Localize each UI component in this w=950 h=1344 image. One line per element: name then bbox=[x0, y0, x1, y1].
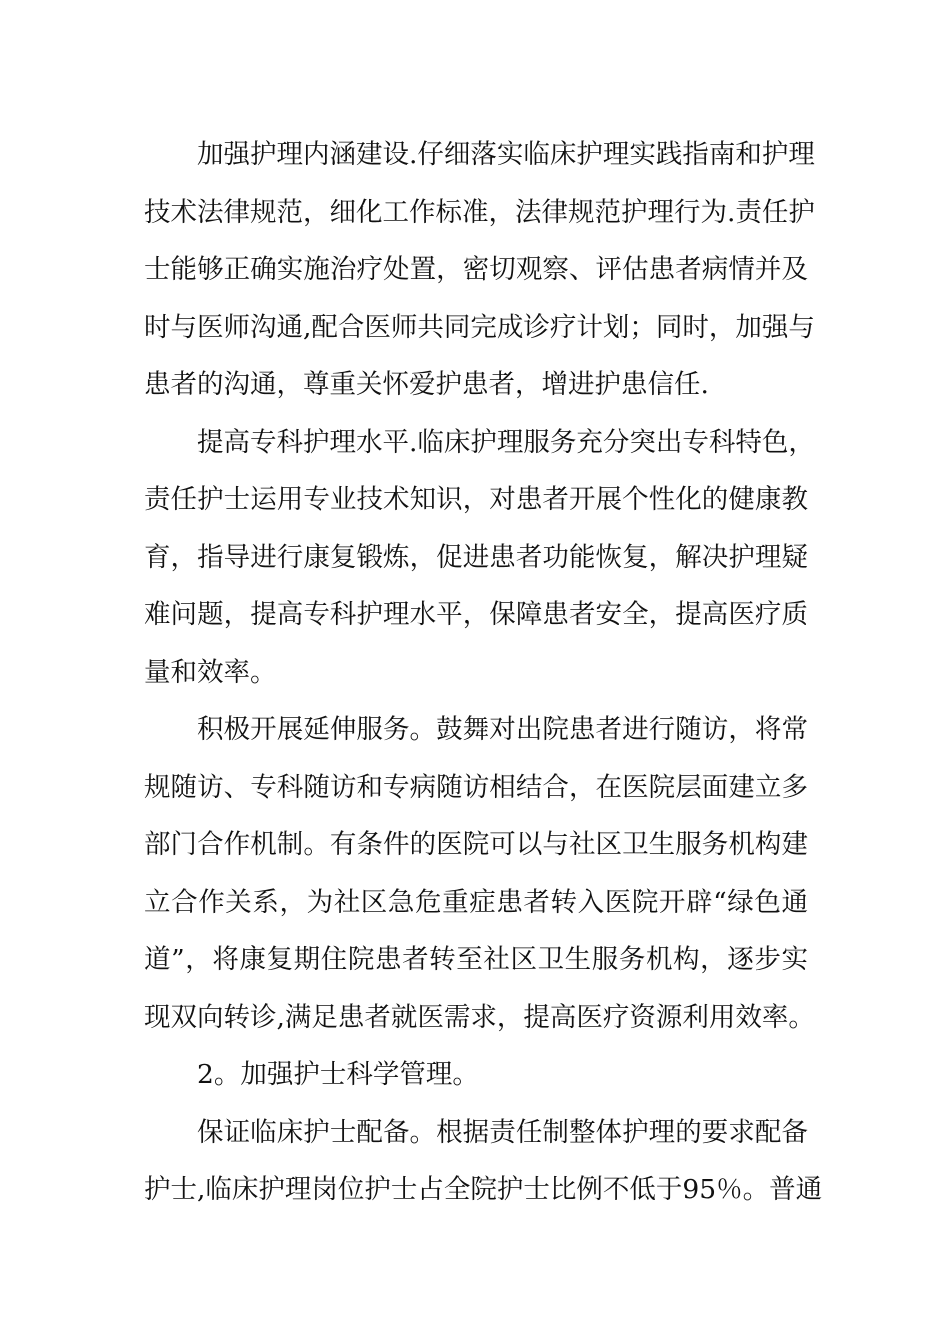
text-line: 2。加强护士科学管理。 bbox=[197, 1059, 479, 1090]
text-line: 患者的沟通，尊重关怀爱护患者，增进护患信任. bbox=[144, 369, 709, 400]
text-line: 育，指导进行康复锻炼，促进患者功能恢复，解决护理疑 bbox=[144, 541, 808, 573]
document-body bbox=[144, 126, 823, 1219]
text-line: 士能够正确实施治疗处置，密切观察、评估患者病情并及 bbox=[144, 254, 808, 285]
text-line: 提高专科护理水平.临床护理服务充分突出专科特色， bbox=[197, 426, 815, 458]
text-line: 时与医师沟通,配合医师共同完成诊疗计划；同时，加强与 bbox=[144, 311, 815, 343]
text-line: 技术法律规范，细化工作标准，法律规范护理行为.责任护 bbox=[144, 196, 815, 228]
text-line: 规随访、专科随访和专病随访相结合，在医院层面建立多 bbox=[144, 771, 808, 803]
text-line: 护士,临床护理岗位护士占全院护士比例不低于95％。普通 bbox=[144, 1174, 823, 1205]
text-line: 保证临床护士配备。根据责任制整体护理的要求配备 bbox=[197, 1116, 808, 1148]
text-line: 责任护士运用专业技术知识，对患者开展个性化的健康教 bbox=[144, 484, 808, 515]
text-line: 量和效率。 bbox=[144, 656, 277, 688]
text-line: 部门合作机制。有条件的医院可以与社区卫生服务机构建 bbox=[144, 829, 808, 860]
text-line: 现双向转诊,满足患者就医需求，提高医疗资源利用效率。 bbox=[144, 1001, 815, 1033]
text-line: 难问题，提高专科护理水平，保障患者安全，提高医疗质 bbox=[144, 599, 808, 630]
text-line: 立合作关系，为社区急危重症患者转入医院开辟“绿色通 bbox=[144, 886, 808, 918]
text-line: 道”，将康复期住院患者转至社区卫生服务机构，逐步实 bbox=[144, 944, 808, 975]
text-line: 积极开展延伸服务。鼓舞对出院患者进行随访，将常 bbox=[197, 714, 808, 745]
text-line: 加强护理内涵建设.仔细落实临床护理实践指南和护理 bbox=[197, 139, 815, 170]
